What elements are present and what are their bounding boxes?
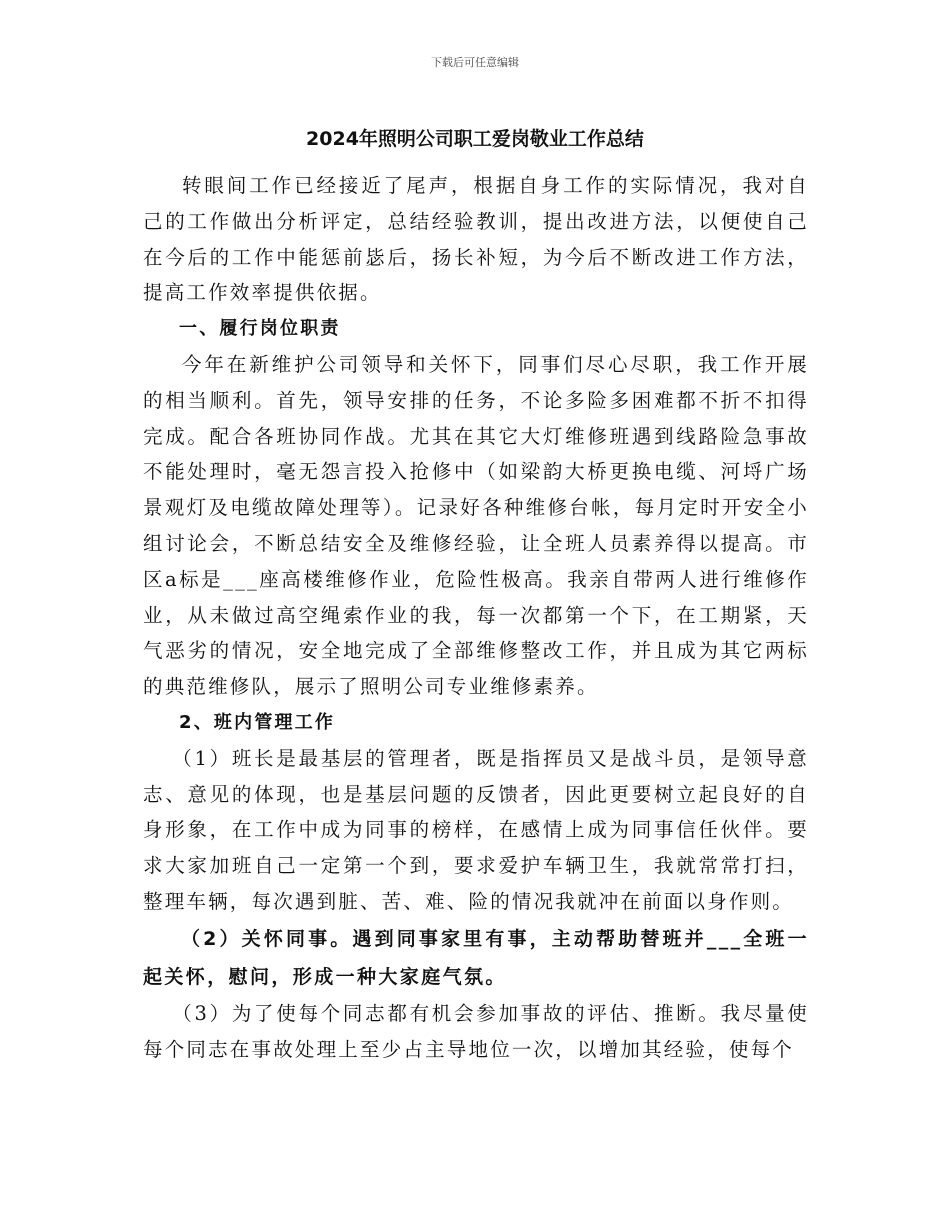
- paragraph-management-1: （1）班长是最基层的管理者，既是指挥员又是战斗员，是领导意志、意见的体现，也是基层问题的反馈者，因此更要树立起良好的自身形象，在工作中成为同事的榜样，在感情上成为同事信任伙伴。要求大家加班自己一定第一个到，要求爱护车辆卫生，我就常常打扫，整理车辆，每次遇到脏、苦、难、险的情况我就冲在前面以身作则。: [143, 746, 809, 913]
- document-body: [143, 168, 809, 1067]
- document-title: 2024年照明公司职工爱岗敬业工作总结: [306, 128, 644, 150]
- section-heading-1: 一、履行岗位职责: [179, 318, 341, 340]
- section-heading-2: 2、班内管理工作: [179, 711, 336, 733]
- paragraph-management-3: （3）为了使每个同志都有机会参加事故的评估、推断。我尽量使每个同志在事故处理上至少占主导地位一次，以增加其经验，使每个: [143, 1001, 809, 1061]
- intro-paragraph: 转眼间工作已经接近了尾声，根据自身工作的实际情况，我对自己的工作做出分析评定，总结经验教训，提出改进方法，以便使自己在今后的工作中能惩前毖后，扬长补短，为今后不断改进工作方法，提高工作效率提供依据。: [143, 174, 809, 305]
- paragraph-duties: 今年在新维护公司领导和关怀下，同事们尽心尽职，我工作开展的相当顺利。首先，领导安排的任务，不论多险多困难都不折不扣得完成。配合各班协同作战。尤其在其它大灯维修班遇到线路险急事故不能处理时，毫无怨言投入抢修中（如梁韵大桥更换电缆、河埒广场景观灯及电缆故障处理等）。记录好各种维修台帐，每月定时开安全小组讨论会，不断总结安全及维修经验，让全班人员素养得以提高。市区a标是___座高楼维修作业，危险性极高。我亲自带两人进行维修作业，从未做过高空绳索作业的我，每一次都第一个下，在工期紧，天气恶劣的情况，安全地完成了全部维修整改工作，并且成为其它两标的典范维修队，展示了照明公司专业维修素养。: [143, 352, 809, 699]
- header-note: 下载后可任意编辑: [431, 56, 519, 69]
- paragraph-management-2: （2）关怀同事。遇到同事家里有事，主动帮助替班并___全班一起关怀，慰问，形成一种大家庭气氛。: [143, 927, 809, 988]
